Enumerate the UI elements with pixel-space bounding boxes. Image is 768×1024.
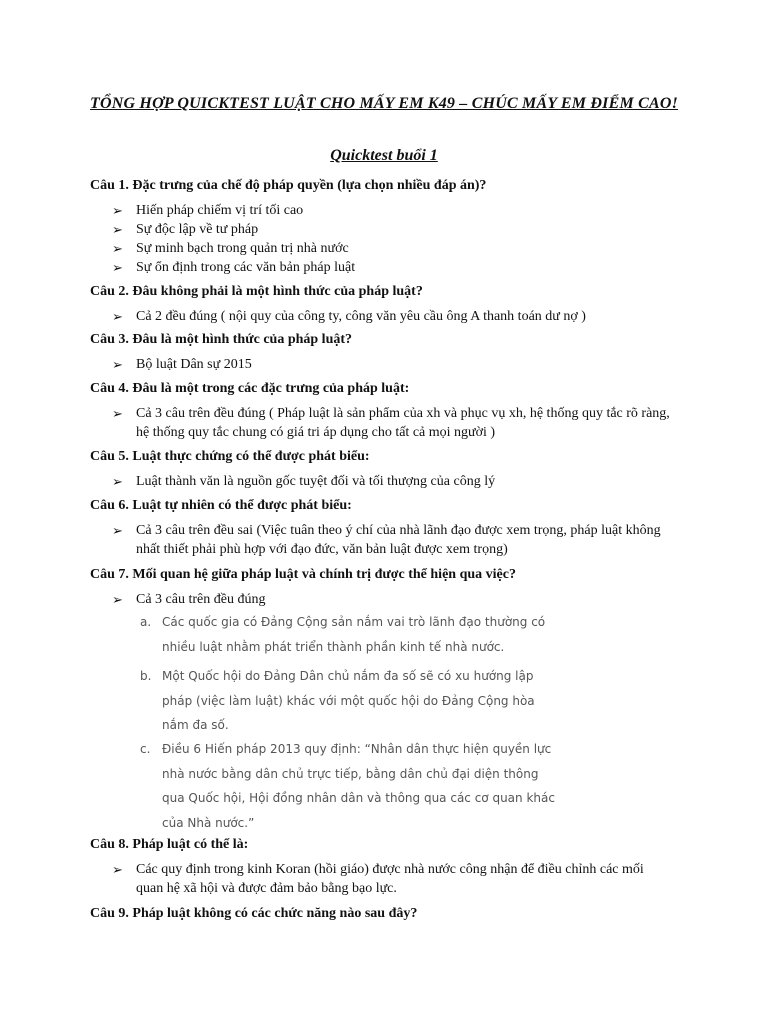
answer-text: Sự ổn định trong các văn bản pháp luật bbox=[136, 260, 356, 275]
answer-text: Luật thành văn là nguồn gốc tuyệt đối và tối thượng của công lý bbox=[136, 474, 496, 489]
explanation-text: Một Quốc hội do Đảng Dân chủ nắm đa số sẽ có xu hướng lập pháp (việc làm luật) khác với một quốc hội do Đảng Cộng hòa nắm đa số. bbox=[162, 669, 535, 732]
answer-text: Cả 3 câu trên đều đúng bbox=[136, 592, 266, 607]
list-marker: a. bbox=[140, 615, 152, 629]
arrow-bullet-icon: ➢ bbox=[112, 862, 123, 877]
explanation-item-c bbox=[140, 737, 560, 835]
answer-item bbox=[112, 472, 672, 491]
question-4: Câu 4. Đâu là một trong các đặc trưng của pháp luật: bbox=[90, 381, 410, 396]
question-3: Câu 3. Đâu là một hình thức của pháp luật? bbox=[90, 332, 353, 347]
answer-item bbox=[112, 355, 672, 374]
arrow-bullet-icon: ➢ bbox=[112, 523, 123, 538]
arrow-bullet-icon: ➢ bbox=[112, 592, 123, 607]
question-5: Câu 5. Luật thực chứng có thể được phát biểu: bbox=[90, 449, 370, 464]
explanation-item-b bbox=[140, 664, 560, 738]
arrow-bullet-icon: ➢ bbox=[112, 309, 123, 324]
question-6: Câu 6. Luật tự nhiên có thể được phát biểu: bbox=[90, 498, 352, 513]
document-page bbox=[90, 94, 690, 921]
answer-item bbox=[112, 860, 672, 898]
answer-item bbox=[112, 404, 672, 442]
question-7: Câu 7. Mối quan hệ giữa pháp luật và chính trị được thể hiện qua việc? bbox=[90, 567, 516, 582]
arrow-bullet-icon: ➢ bbox=[112, 406, 123, 421]
arrow-bullet-icon: ➢ bbox=[112, 474, 123, 489]
explanation-item-a bbox=[140, 610, 560, 659]
answer-item bbox=[112, 590, 672, 609]
answer-item bbox=[112, 307, 672, 326]
arrow-bullet-icon: ➢ bbox=[112, 222, 123, 237]
arrow-bullet-icon: ➢ bbox=[112, 203, 123, 218]
answer-text: Cả 3 câu trên đều đúng ( Pháp luật là sản phẩm của xh và phục vụ xh, hệ thống quy tắc rõ ràng, hệ thống quy tắc chung có giá tri áp dụng cho tất cả mọi người ) bbox=[136, 406, 670, 440]
answer-item bbox=[112, 239, 672, 258]
explanation-text: Điều 6 Hiến pháp 2013 quy định: “Nhân dân thực hiện quyền lực nhà nước bằng dân chủ trực tiếp, bằng dân chủ đại diện thông qua Quốc hội, Hội đồng nhân dân và thông qua các cơ quan khác của Nhà nước.” bbox=[162, 742, 555, 830]
answer-item bbox=[112, 521, 672, 559]
list-marker: b. bbox=[140, 669, 152, 683]
answer-item bbox=[112, 220, 672, 239]
arrow-bullet-icon: ➢ bbox=[112, 260, 123, 275]
question-1: Câu 1. Đặc trưng của chế độ pháp quyền (lựa chọn nhiều đáp án)? bbox=[90, 178, 487, 193]
answer-item bbox=[112, 258, 672, 277]
answer-text: Cả 3 câu trên đều sai (Việc tuân theo ý chí của nhà lãnh đạo được xem trọng, pháp luật không nhất thiết phải phù hợp với đạo đức, văn bản luật được xem trọng) bbox=[136, 523, 661, 557]
question-8: Câu 8. Pháp luật có thể là: bbox=[90, 837, 249, 852]
answer-text: Sự độc lập về tư pháp bbox=[136, 222, 259, 237]
answer-text: Sự minh bạch trong quản trị nhà nước bbox=[136, 241, 349, 256]
document-title: TỔNG HỢP QUICKTEST LUẬT CHO MẤY EM K49 – CHÚC MẤY EM ĐIỂM CAO! bbox=[90, 95, 679, 112]
list-marker: c. bbox=[140, 742, 151, 756]
question-9: Câu 9. Pháp luật không có các chức năng nào sau đây? bbox=[90, 906, 418, 921]
session-title: Quicktest buổi 1 bbox=[330, 147, 438, 164]
answer-text: Các quy định trong kinh Koran (hồi giáo) được nhà nước công nhận để điều chỉnh các mối quan hệ xã hội và được đảm bảo bằng bạo lực. bbox=[136, 862, 644, 896]
answer-text: Hiến pháp chiếm vị trí tối cao bbox=[136, 203, 304, 218]
arrow-bullet-icon: ➢ bbox=[112, 241, 123, 256]
arrow-bullet-icon: ➢ bbox=[112, 357, 123, 372]
answer-text: Bộ luật Dân sự 2015 bbox=[136, 357, 252, 372]
answer-item bbox=[112, 201, 672, 220]
question-2: Câu 2. Đâu không phải là một hình thức của pháp luật? bbox=[90, 284, 423, 299]
explanation-text: Các quốc gia có Đảng Cộng sản nắm vai trò lãnh đạo thường có nhiều luật nhằm phát triển thành phần kinh tế nhà nước. bbox=[162, 615, 546, 654]
answer-text: Cả 2 đều đúng ( nội quy của công ty, công văn yêu cầu ông A thanh toán dư nợ ) bbox=[136, 309, 586, 324]
